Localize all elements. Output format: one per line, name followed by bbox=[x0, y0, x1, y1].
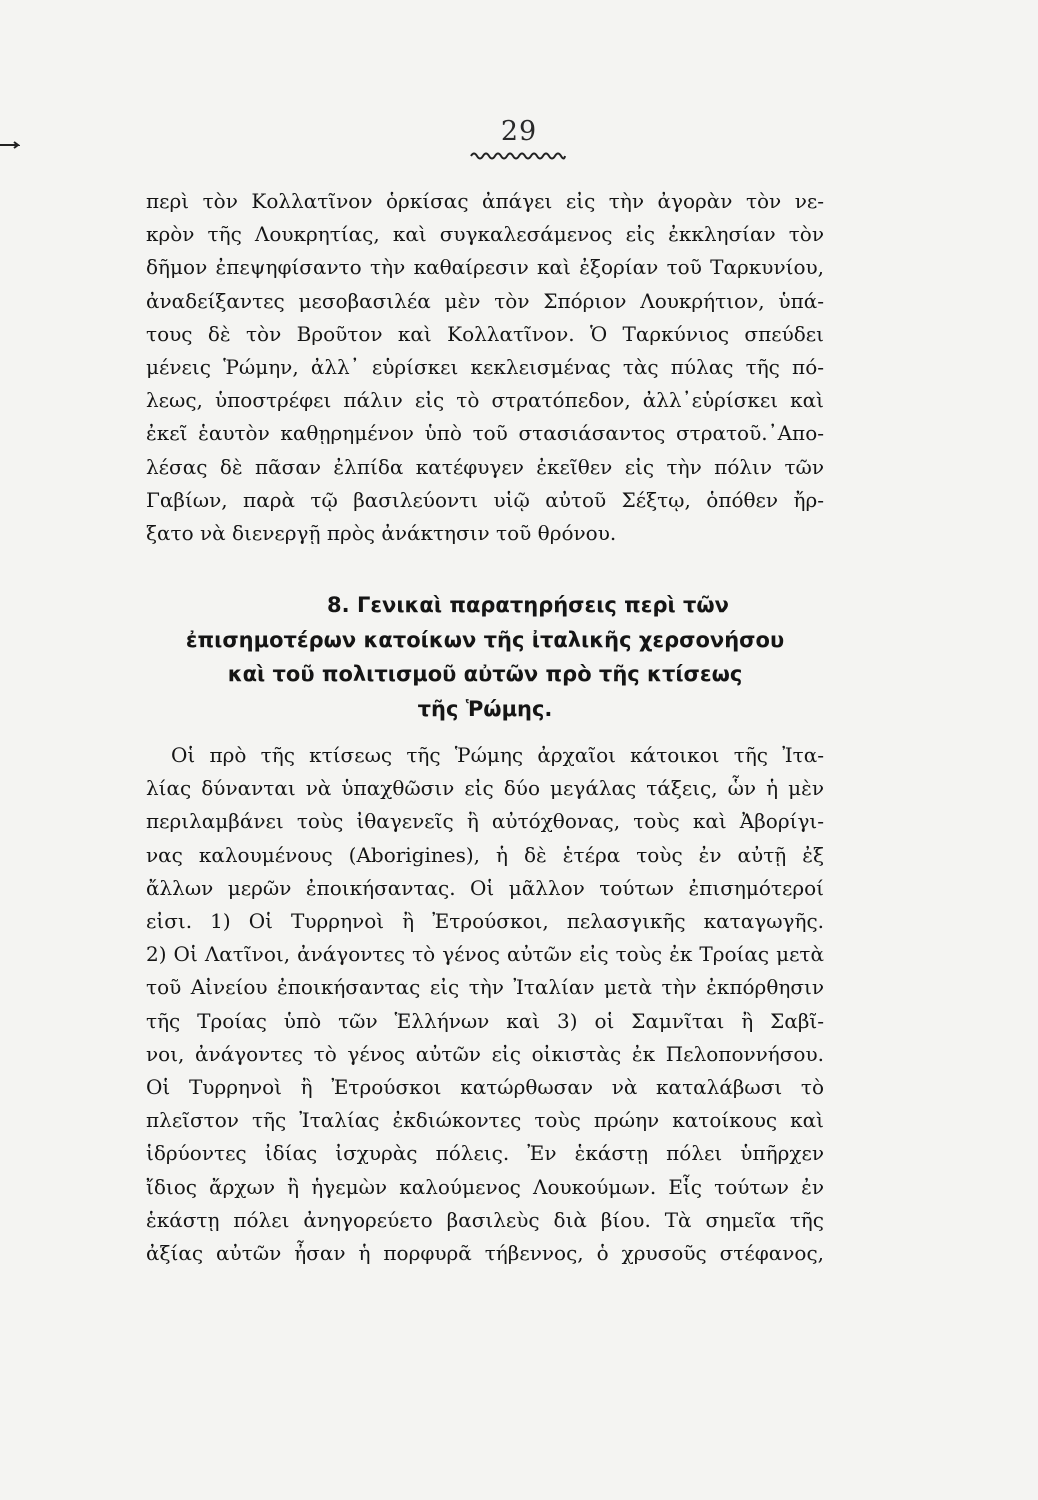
heading-line: ἐπισημοτέρων κατοίκων τῆς ἰταλικῆς χερσονήσου bbox=[185, 627, 785, 652]
text-line: λίας δύνανται νὰ ὑπαχθῶσιν εἰς δύο μεγάλας τάξεις, ὧν ἡ μὲν bbox=[146, 776, 824, 801]
text-line: τους δὲ τὸν Βροῦτον καὶ Κολλατῖνον. Ὁ Ταρκύνιος σπεύδει bbox=[146, 321, 824, 346]
text-line: κρὸν τῆς Λουκρητίας, καὶ συγκαλεσάμενος εἰς ἐκκλησίαν τὸν bbox=[146, 222, 824, 247]
text-line: ἀξίας αὐτῶν ἦσαν ἡ πορφυρᾶ τήβεννος, ὁ χρυσοῦς στέφανος, bbox=[146, 1241, 824, 1266]
paragraph-continuation bbox=[146, 185, 824, 565]
text-line: Οἱ Τυρρηνοὶ ἢ Ἐτρούσκοι κατώρθωσαν νὰ καταλάβωσι τὸ bbox=[146, 1075, 824, 1100]
text-line: ἱδρύοντες ἰδίας ἰσχυρὰς πόλεις. Ἐν ἑκάστῃ πόλει ὑπῆρχεν bbox=[146, 1141, 824, 1166]
text-line: ἐκεῖ ἑαυτὸν καθῃρημένον ὑπὸ τοῦ στασιάσαντος στρατοῦ.᾽Απο- bbox=[146, 421, 824, 446]
text-line: μένεις Ῥώμην, ἀλλ᾽ εὑρίσκει κεκλεισμένας τὰς πύλας τῆς πό- bbox=[146, 355, 824, 380]
text-line: ἴδιος ἄρχων ἢ ἡγεμὼν καλούμενος Λουκούμων. Εἷς τούτων ἐν bbox=[146, 1174, 824, 1199]
section-paragraph bbox=[146, 739, 824, 1459]
text-line: δῆμον ἐπεψηφίσαντο τὴν καθαίρεσιν καὶ ἐξορίαν τοῦ Ταρκυνίου, bbox=[146, 255, 824, 280]
text-line: ἄλλων μερῶν ἐποικήσαντας. Οἱ μᾶλλον τούτων ἐπισημότεροί bbox=[146, 875, 824, 900]
heading-line: καὶ τοῦ πολιτισμοῦ αὐτῶν πρὸ τῆς κτίσεως bbox=[227, 662, 743, 686]
text-line: νας καλουμένους (Aborigines), ἡ δὲ ἑτέρα τοὺς ἐν αὐτῇ ἐξ bbox=[146, 842, 824, 867]
text-line: τοῦ Αἰνείου ἐποικήσαντας εἰς τὴν Ἰταλίαν μετὰ τὴν ἐκπόρθησιν bbox=[146, 975, 824, 1000]
page-number: 29 bbox=[500, 116, 538, 147]
text-line: περιλαμβάνει τοὺς ἰθαγενεῖς ἢ αὐτόχθονας, τοὺς καὶ Ἀβορίγι- bbox=[146, 809, 824, 834]
binding-mark-icon bbox=[0, 133, 20, 163]
text-line: ἑκάστῃ πόλει ἀνηγορεύετο βασιλεὺς διὰ βίου. Τὰ σημεῖα τῆς bbox=[146, 1207, 824, 1232]
text-line: ἀναδείξαντες μεσοβασιλέα μὲν τὸν Σπόριον Λουκρήτιον, ὑπά- bbox=[146, 288, 824, 313]
text-line: λεως, ὑποστρέφει πάλιν εἰς τὸ στρατόπεδον, ἀλλ᾽εὑρίσκει καὶ bbox=[146, 388, 824, 413]
text-line: 2) Οἱ Λατῖνοι, ἀνάγοντες τὸ γένος αὐτῶν εἰς τοὺς ἐκ Τροίας μετὰ bbox=[146, 942, 824, 967]
heading-line: 8. Γενικαὶ παρατηρήσεις περὶ τῶν bbox=[327, 593, 729, 617]
text-line: Γαβίων, παρὰ τῷ βασιλεύοντι υἱῷ αὐτοῦ Σέξτῳ, ὁπόθεν ἤρ- bbox=[146, 487, 824, 512]
text-line: εἰσι. 1) Οἱ Τυρρηνοὶ ἢ Ἐτρούσκοι, πελασγικῆς καταγωγῆς. bbox=[146, 909, 824, 934]
wavy-rule-ornament-icon bbox=[469, 151, 567, 161]
text-line: λέσας δὲ πᾶσαν ἐλπίδα κατέφυγεν ἐκεῖθεν εἰς τὴν πόλιν τῶν bbox=[146, 454, 824, 479]
heading-line: τῆς Ῥώμης. bbox=[417, 696, 553, 721]
text-line: Οἱ πρὸ τῆς κτίσεως τῆς Ῥώμης ἀρχαῖοι κάτοικοι τῆς Ἰτα- bbox=[171, 743, 824, 767]
text-line: περὶ τὸν Κολλατῖνον ὁρκίσας ἀπάγει εἰς τὴν ἀγορὰν τὸν νε- bbox=[146, 189, 824, 213]
text-line: πλεῖστον τῆς Ἰταλίας ἐκδιώκοντες τοὺς πρώην κατοίκους καὶ bbox=[146, 1108, 824, 1133]
text-line: ξατο νὰ διενεργῇ πρὸς ἀνάκτησιν τοῦ θρόνου. bbox=[146, 521, 617, 546]
section-heading bbox=[146, 588, 824, 726]
text-line: τῆς Τροίας ὑπὸ τῶν Ἑλλήνων καὶ 3) οἱ Σαμνῖται ἢ Σαβῖ- bbox=[146, 1008, 824, 1033]
text-line: νοι, ἀνάγοντες τὸ γένος αὐτῶν εἰς οἰκιστὰς ἐκ Πελοποννήσου. bbox=[146, 1041, 824, 1066]
